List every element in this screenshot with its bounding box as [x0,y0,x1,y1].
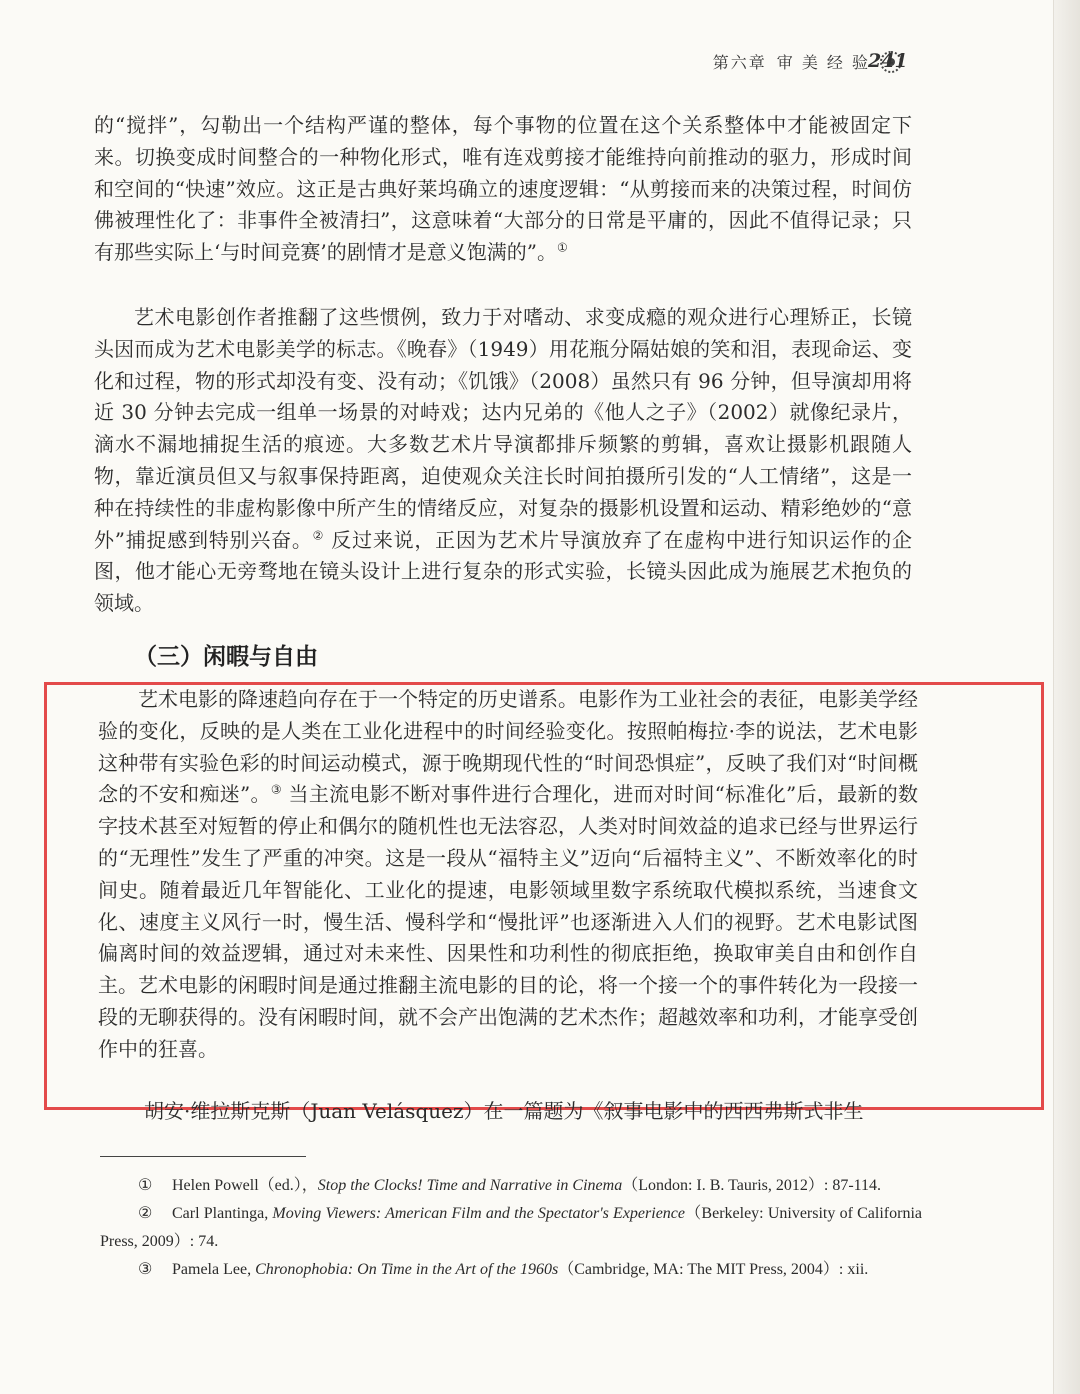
footnote-3-after: （Cambridge, MA: The MIT Press, 2004）: xii. [558,1261,869,1278]
paragraph-1 [94,110,912,269]
footnote-2-after: （Berkeley: University of California Press, 2009）: 74. [100,1205,922,1250]
page-number: 241 [868,50,908,72]
footnotes [100,1172,922,1284]
footnote-1-before: Helen Powell（ed.）， [172,1177,318,1194]
paragraph-3-text-b: 当主流电影不断对事件进行合理化，进而对时间“标准化”后，最新的数字技术甚至对短暂的停止和偶尔的随机性也无法容忍，人类对时间效益的追求已经与世界运行的“无理性”发生了严重的冲突。这是一段从“福特主义”迈向“后福特主义”、不断效率化的时间史。随着最近几年智能化、工业化的提速，电影领域里数字系统取代模拟系统，当速食文化、速度主义风行一时，慢生活、慢科学和“慢批评”也逐渐进入人们的视野。艺术电影试图偏离时间的效益逻辑，通过对未来性、因果性和功利性的彻底拒绝，换取审美自由和创作自主。艺术电影的闲暇时间是通过推翻主流电影的目的论，将一个接一个的事件转化为一段接一段的无聊获得的。没有闲暇时间，就不会产出饱满的艺术杰作；超越效率和功利，才能享受创作中的狂喜。 [98,782,918,1061]
footnote-2 [100,1200,922,1256]
paragraph-2-text-a: 艺术电影创作者推翻了这些惯例，致力于对嗜动、求变成瘾的观众进行心理矫正，长镜头因而成为艺术电影美学的标志。《晚春》（1949）用花瓶分隔姑娘的笑和泪，表现命运、变化和过程，物的形式却没有变、没有动；《饥饿》（2008）虽然只有 96 分钟，但导演却用将近 30 分钟去完成一组单一场景的对峙戏；达内兄弟的《他人之子》（2002）就像纪录片，滴水不漏地捕捉生活的痕迹。大多数艺术片导演都排斥频繁的剪辑，喜欢让摄影机跟随人物，靠近演员但又与叙事保持距离，迫使观众关注长时间拍摄所引发的“人工情绪”，这是一种在持续性的非虚构影像中所产生的情绪反应，对复杂的摄影机设置和运动、精彩绝妙的“意外”捕捉感到特别兴奋。 [94,305,912,552]
footnote-mark-2: ② [138,1205,153,1222]
footnote-ref-3: ③ [270,782,282,797]
paragraph-1-text: 的“搅拌”，勾勒出一个结构严谨的整体，每个事物的位置在这个关系整体中才能被固定下来。切换变成时间整合的一种物化形式，唯有连戏剪接才能维持向前推动的驱力，形成时间和空间的“快速”效应。这正是古典好莱坞确立的速度逻辑：“从剪接而来的决策过程，时间仿佛被理性化了：非事件全被清扫”，这意味着“大部分的日常是平庸的，因此不值得记录；只有那些实际上‘与时间竞赛’的剧情才是意义饱满的”。 [94,113,912,265]
chapter-label: 第六章 [712,53,767,72]
footnote-3-title: Chronophobia: On Time in the Art of the 1960s [255,1261,559,1278]
paragraph-2-text-b: 反过来说，正因为艺术片导演放弃了在虚构中进行知识运作的企图，他才能心无旁骛地在镜头设计上进行复杂的形式实验，长镜头因此成为施展艺术抱负的领域。 [94,527,912,616]
paragraph-3 [98,684,918,1066]
footnote-1-after: （London: I. B. Tauris, 2012）: 87-114. [622,1177,882,1194]
footnote-ref-1: ① [556,240,568,255]
footnote-3-before: Pamela Lee, [172,1261,256,1278]
footnote-mark-3: ③ [138,1261,153,1278]
footnote-ref-2: ② [312,527,325,542]
page-edge [1053,0,1080,1394]
footnote-3 [100,1256,922,1284]
paragraph-2 [94,302,912,620]
footnote-1-title: Stop the Clocks! Time and Narrative in Cinema [317,1177,623,1194]
footnote-2-title: Moving Viewers: American Film and the Spectator's Experience [272,1205,686,1222]
footnote-mark-1: ① [138,1177,153,1194]
paragraph-4-partial: 胡安·维拉斯克斯（Juan Velásquez）在一篇题为《叙事电影中的西西弗斯式非生 [144,1099,864,1123]
section-label: 审 美 经 验 [776,53,870,72]
footnote-1 [100,1172,922,1200]
footnote-2-before: Carl Plantinga, [172,1205,273,1222]
footnote-divider [100,1156,306,1157]
paragraph-3-text-a: 艺术电影的降速趋向存在于一个特定的历史谱系。电影作为工业社会的表征，电影美学经验的变化，反映的是人类在工业化进程中的时间经验变化。按照帕梅拉·李的说法，艺术电影这种带有实验色彩的时间运动模式，源于晚期现代性的“时间恐惧症”，反映了我们对“时间概念的不安和痴迷”。 [98,687,918,807]
section-heading: （三）闲暇与自由 [134,644,318,670]
